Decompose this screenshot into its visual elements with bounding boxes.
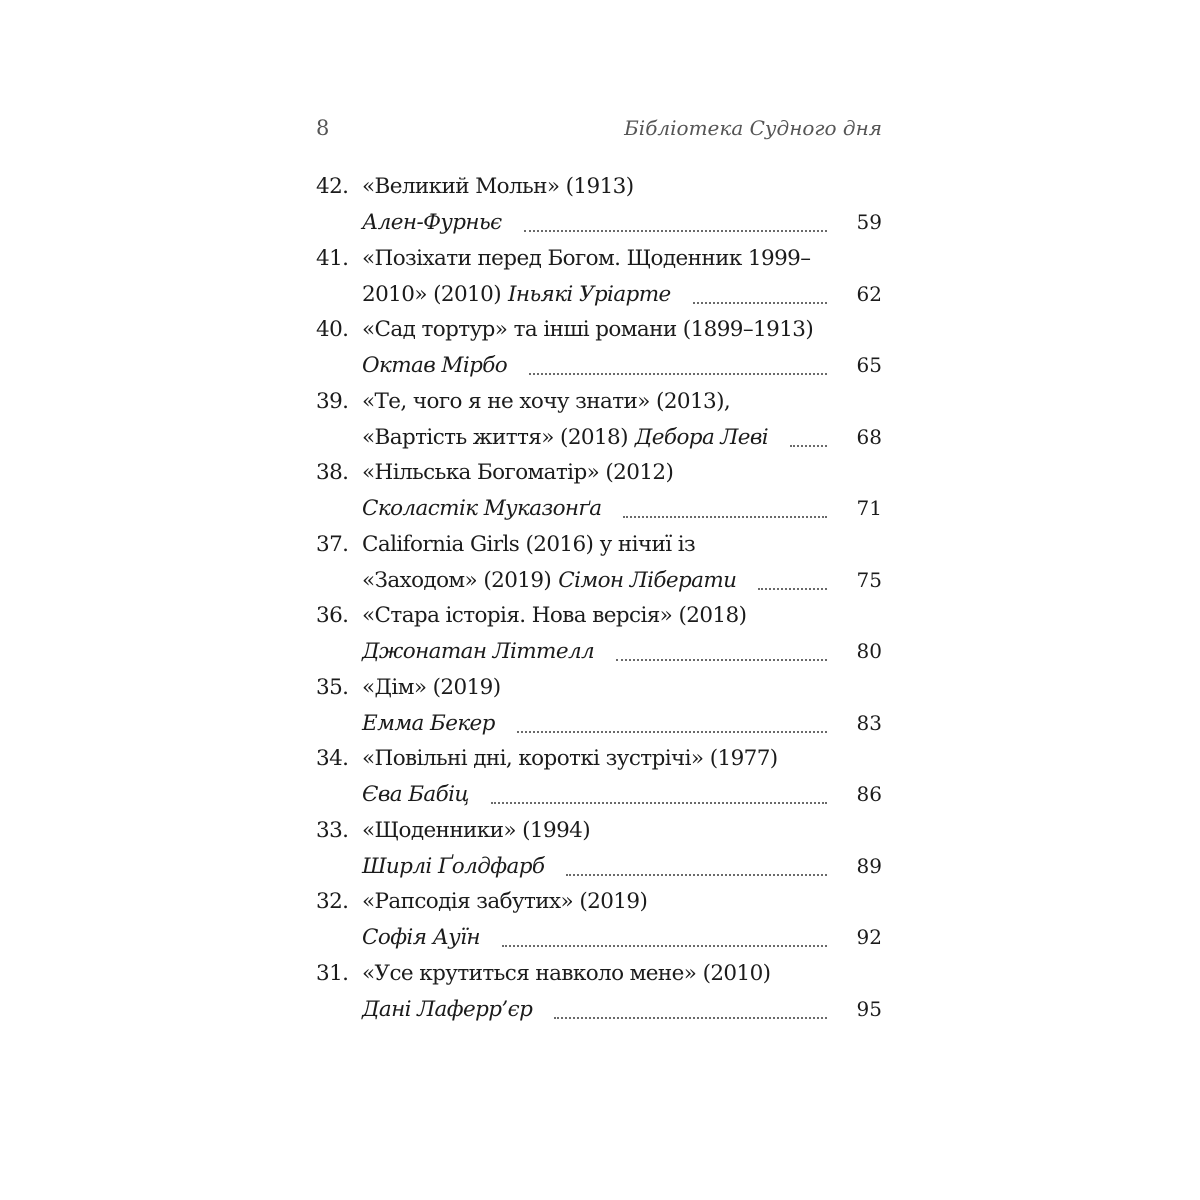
- entry-number: 42.: [316, 174, 349, 199]
- dot-leader: [517, 731, 827, 733]
- dot-leader: [491, 802, 827, 804]
- toc-entry-author-line: [362, 925, 882, 959]
- entry-title-continuation: «Вартість життя» (2018): [362, 424, 628, 450]
- dot-leader: [529, 373, 826, 375]
- toc-entry-title-line: [316, 532, 695, 566]
- page-number: 8: [316, 116, 330, 140]
- toc-entry-author-line: [362, 639, 882, 673]
- entry-page-number: 92: [856, 925, 882, 949]
- toc-entry-title-line: [316, 746, 778, 780]
- entry-page-number: 83: [856, 710, 882, 735]
- entry-page-number: 62: [856, 281, 882, 306]
- entry-author: Ален-Фурньє: [362, 210, 502, 235]
- toc-entry-author-line: [362, 568, 882, 602]
- entry-number: 35.: [316, 674, 349, 700]
- entry-number: 38.: [316, 460, 349, 485]
- entry-number: 36.: [316, 603, 349, 628]
- toc-entry-title-line: [316, 317, 813, 351]
- entry-author: Дебора Леві: [634, 424, 769, 450]
- entry-title: «Дім» (2019): [362, 674, 501, 700]
- entry-author: Октав Мірбо: [362, 353, 508, 378]
- entry-number: 31.: [316, 960, 349, 986]
- dot-leader: [693, 302, 827, 304]
- toc-entry-author-line: [362, 282, 882, 316]
- entry-number: 32.: [316, 889, 349, 914]
- entry-title: «Сад тортур» та інші романи (1899–1913): [362, 317, 814, 342]
- toc-entry: [316, 244, 882, 316]
- toc-entry-author-line: [362, 425, 882, 459]
- table-of-contents: [316, 172, 882, 1030]
- entry-title: «Те, чого я не хочу знати» (2013),: [362, 388, 731, 414]
- entry-number: 39.: [316, 388, 349, 414]
- entry-title: «Стара історія. Нова версія» (2018): [362, 603, 747, 628]
- toc-entry-author-line: [362, 997, 882, 1031]
- dot-leader: [790, 445, 826, 447]
- toc-entry-title-line: [316, 889, 647, 923]
- entry-author: Сколастік Муказонґа: [362, 496, 602, 521]
- entry-author: Ширлі Ґолдфарб: [362, 853, 545, 879]
- entry-title: «Повільні дні, короткі зустрічі» (1977): [362, 746, 778, 771]
- entry-page-number: 86: [856, 782, 882, 806]
- entry-author: Емма Бекер: [362, 710, 495, 736]
- entry-page-number: 80: [856, 639, 882, 663]
- entry-number: 37.: [316, 531, 349, 557]
- entry-author: Єва Бабіц: [362, 782, 469, 807]
- entry-page-number: 71: [856, 496, 882, 520]
- toc-entry: [316, 816, 882, 888]
- dot-leader: [623, 516, 826, 518]
- entry-page-number: 95: [856, 996, 882, 1021]
- entry-author: Софія Ауїн: [362, 925, 480, 950]
- toc-entry-title-line: [316, 603, 746, 637]
- entry-title-continuation: «Заходом» (2019): [362, 567, 552, 593]
- toc-entry-author-line: [362, 711, 882, 745]
- entry-page-number: 75: [856, 567, 882, 592]
- dot-leader: [524, 230, 827, 232]
- entry-title: «Позіхати перед Богом. Щоденник 1999–: [362, 245, 811, 271]
- toc-entry-title-line: [316, 961, 770, 995]
- toc-entry: [316, 673, 882, 745]
- entry-number: 33.: [316, 817, 349, 843]
- toc-entry-title-line: [316, 675, 501, 709]
- toc-entry-title-line: [316, 389, 730, 423]
- toc-entry: [316, 887, 882, 959]
- toc-entry: [316, 959, 882, 1031]
- toc-entry: [316, 172, 882, 244]
- toc-entry-title-line: [316, 818, 590, 852]
- entry-author: Сімон Ліберати: [558, 567, 737, 593]
- dot-leader: [554, 1017, 826, 1019]
- running-head: [316, 116, 882, 152]
- toc-entry-title-line: [316, 460, 673, 494]
- toc-entry: [316, 315, 882, 387]
- entry-title: «Рапсодія забутих» (2019): [362, 889, 648, 914]
- toc-entry-author-line: [362, 854, 882, 888]
- entry-title-continuation: 2010» (2010): [362, 281, 501, 307]
- toc-entry-author-line: [362, 496, 882, 530]
- book-title: Бібліотека Судного дня: [624, 116, 882, 140]
- entry-page-number: 59: [856, 210, 882, 234]
- entry-title: «Нільська Богоматір» (2012): [362, 460, 674, 485]
- entry-number: 41.: [316, 245, 349, 271]
- dot-leader: [502, 945, 827, 947]
- toc-entry-author-line: [362, 782, 882, 816]
- toc-entry-author-line: [362, 353, 882, 387]
- entry-title: California Girls (2016) у нічиї із: [362, 531, 696, 557]
- toc-entry: [316, 744, 882, 816]
- dot-leader: [616, 659, 826, 661]
- entry-author: Дані Лаферр’єр: [362, 996, 533, 1022]
- toc-entry: [316, 458, 882, 530]
- entry-author: Джонатан Літтелл: [362, 639, 595, 664]
- dot-leader: [758, 588, 826, 590]
- entry-number: 40.: [316, 317, 349, 342]
- toc-entry-title-line: [316, 246, 810, 280]
- entry-title: «Щоденники» (1994): [362, 817, 591, 843]
- entry-title: «Усе крутиться навколо мене» (2010): [362, 960, 771, 986]
- toc-entry: [316, 530, 882, 602]
- toc-entry: [316, 387, 882, 459]
- entry-author: Іньякі Уріарте: [508, 281, 671, 307]
- dot-leader: [566, 874, 826, 876]
- toc-entry: [316, 601, 882, 673]
- entry-title: «Великий Мольн» (1913): [362, 174, 634, 199]
- entry-page-number: 89: [856, 853, 882, 878]
- entry-page-number: 65: [856, 353, 882, 377]
- toc-entry-author-line: [362, 210, 882, 244]
- entry-number: 34.: [316, 746, 349, 771]
- toc-entry-title-line: [316, 174, 634, 208]
- entry-page-number: 68: [856, 424, 882, 449]
